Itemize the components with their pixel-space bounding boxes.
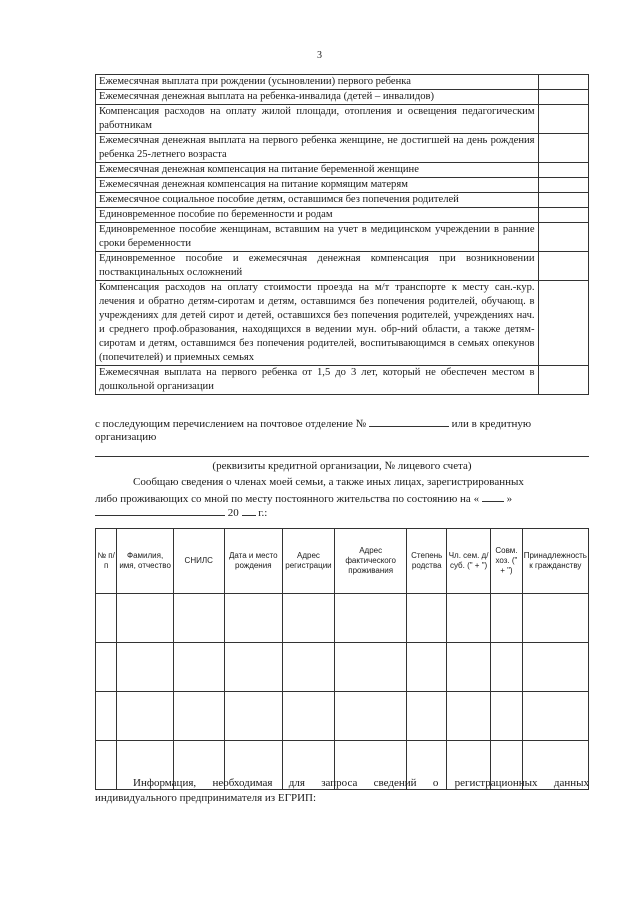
family-cell[interactable] — [491, 594, 523, 643]
family-cell[interactable] — [447, 643, 491, 692]
family-cell[interactable] — [173, 594, 224, 643]
benefit-label: Компенсация расходов на оплату жилой площади, отопления и освещения педагогическим работникам — [96, 105, 539, 134]
benefit-check-cell[interactable] — [538, 134, 588, 163]
family-cell[interactable] — [491, 692, 523, 741]
benefit-check-cell[interactable] — [538, 208, 588, 223]
benefit-row — [96, 366, 589, 395]
family-info-text: либо проживающих со мной по месту постоянного жительства по состоянию на — [95, 493, 471, 505]
family-cell[interactable] — [283, 643, 335, 692]
benefit-row — [96, 90, 589, 105]
family-row — [96, 643, 589, 692]
family-cell[interactable] — [407, 692, 447, 741]
family-header-cell: Фамилия, имя, отчество — [117, 529, 174, 594]
family-cell[interactable] — [447, 692, 491, 741]
benefit-check-cell[interactable] — [538, 163, 588, 178]
family-cell[interactable] — [117, 643, 174, 692]
benefit-check-cell[interactable] — [538, 223, 588, 252]
family-cell[interactable] — [522, 692, 588, 741]
benefit-row — [96, 223, 589, 252]
footer-line1: Информация, необходимая для запроса сведений о регистрационных данных — [133, 777, 589, 789]
family-cell[interactable] — [173, 643, 224, 692]
benefit-label: Ежемесячная денежная выплата на первого ребенка женщине, не достигшей на день рождения ребенка 25-летнего возраста — [96, 134, 539, 163]
quote-open: « — [473, 493, 480, 505]
family-cell[interactable] — [334, 643, 407, 692]
transfer-line — [95, 415, 589, 432]
family-cell[interactable] — [334, 692, 407, 741]
benefit-row — [96, 134, 589, 163]
family-cell[interactable] — [224, 594, 283, 643]
family-cell[interactable] — [283, 594, 335, 643]
benefit-label: Ежемесячная денежная компенсация на питание кормящим матерям — [96, 178, 539, 193]
family-header-cell: Степень родства — [407, 529, 447, 594]
family-cell[interactable] — [522, 594, 588, 643]
benefit-row — [96, 252, 589, 281]
family-cell[interactable] — [96, 741, 117, 790]
transfer-middle: или в кредитную — [451, 418, 532, 430]
transfer-before: с последующим перечислением на почтовое отделение № — [95, 418, 367, 430]
benefit-label: Ежемесячная денежная выплата на ребенка-инвалида (детей – инвалидов) — [96, 90, 539, 105]
benefit-row — [96, 105, 589, 134]
family-cell[interactable] — [117, 692, 174, 741]
benefits-table — [95, 74, 589, 395]
family-info-line1: Сообщаю сведения о членах моей семьи, а также иных лицах, зарегистрированных — [133, 476, 524, 488]
family-cell[interactable] — [224, 692, 283, 741]
benefit-check-cell[interactable] — [538, 105, 588, 134]
family-cell[interactable] — [522, 643, 588, 692]
benefit-label: Единовременное пособие женщинам, вставшим на учет в медицинском учреждении в ранние сроки беременности — [96, 223, 539, 252]
family-members-table — [95, 528, 589, 790]
page-number: 3 — [317, 50, 322, 61]
family-header-cell: Адрес фактического проживания — [334, 529, 407, 594]
family-header-cell: Чл. сем. д/суб. (" + ") — [447, 529, 491, 594]
family-header-cell: № п/п — [96, 529, 117, 594]
family-cell[interactable] — [117, 594, 174, 643]
benefit-label: Единовременное пособие и ежемесячная денежная компенсация при возникновении поствакцинальных осложнений — [96, 252, 539, 281]
benefit-row — [96, 178, 589, 193]
date-year-field[interactable] — [242, 504, 256, 516]
family-cell[interactable] — [96, 594, 117, 643]
benefit-label: Ежемесячная денежная компенсация на питание беременной женщине — [96, 163, 539, 178]
date-month-field[interactable] — [95, 504, 225, 516]
family-cell[interactable] — [224, 643, 283, 692]
transfer-line2: организацию — [95, 431, 157, 443]
family-header-cell: Принадлежность к гражданству — [522, 529, 588, 594]
benefit-label: Компенсация расходов на оплату стоимости проезда на м/т транспорте к месту сан.-кур. лечения и обратно детям-сиротам и детям, оставшимся без попечения родителей, обучающ. в учреждениях для детей сирот и детей, оставшихся без попечения родителей, учреждениях нач. и среднего проф.образования, находящихся в ведении мун. обр-ний области, а также детям-сиротам и детям, оставшимся без попечения родителей, воспитывающимся в семьях опекунов (попечителей) и приемных семьях — [96, 281, 539, 366]
benefit-row — [96, 163, 589, 178]
benefit-label: Ежемесячное социальное пособие детям, оставшимся без попечения родителей — [96, 193, 539, 208]
family-cell[interactable] — [407, 643, 447, 692]
family-cell[interactable] — [447, 594, 491, 643]
year-suffix: г.: — [258, 507, 268, 519]
benefit-row — [96, 208, 589, 223]
benefit-label: Ежемесячная выплата на первого ребенка от 1,5 до 3 лет, который не обеспечен местом в дошкольной организации — [96, 366, 539, 395]
benefit-label: Ежемесячная выплата при рождении (усыновлении) первого ребенка — [96, 75, 539, 90]
family-cell[interactable] — [96, 643, 117, 692]
footer-line2: индивидуального предпринимателя из ЕГРИП: — [95, 792, 317, 804]
date-day-field[interactable] — [482, 490, 504, 502]
year-prefix: 20 — [227, 507, 239, 519]
quote-close: » — [506, 493, 513, 505]
family-cell[interactable] — [407, 594, 447, 643]
benefit-row — [96, 75, 589, 90]
benefit-check-cell[interactable] — [538, 366, 588, 395]
benefit-check-cell[interactable] — [538, 193, 588, 208]
family-header-cell: Совм. хоз. (" + ") — [491, 529, 523, 594]
benefit-check-cell[interactable] — [538, 281, 588, 366]
family-cell[interactable] — [334, 594, 407, 643]
family-row — [96, 594, 589, 643]
benefit-check-cell[interactable] — [538, 75, 588, 90]
benefit-check-cell[interactable] — [538, 178, 588, 193]
family-cell[interactable] — [173, 692, 224, 741]
post-office-number-field[interactable] — [369, 415, 449, 427]
bank-details-caption: (реквизиты кредитной организации, № лицевого счета) — [212, 460, 472, 472]
bank-details-field[interactable] — [95, 456, 589, 457]
family-header-cell: СНИЛС — [173, 529, 224, 594]
benefit-row — [96, 281, 589, 366]
family-cell[interactable] — [96, 692, 117, 741]
date-line — [95, 504, 267, 521]
benefit-check-cell[interactable] — [538, 252, 588, 281]
family-cell[interactable] — [283, 692, 335, 741]
benefit-row — [96, 193, 589, 208]
family-row — [96, 692, 589, 741]
family-header-cell: Дата и место рождения — [224, 529, 283, 594]
benefit-check-cell[interactable] — [538, 90, 588, 105]
family-cell[interactable] — [491, 643, 523, 692]
family-header-cell: Адрес регистрации — [283, 529, 335, 594]
benefit-label: Единовременное пособие по беременности и родам — [96, 208, 539, 223]
